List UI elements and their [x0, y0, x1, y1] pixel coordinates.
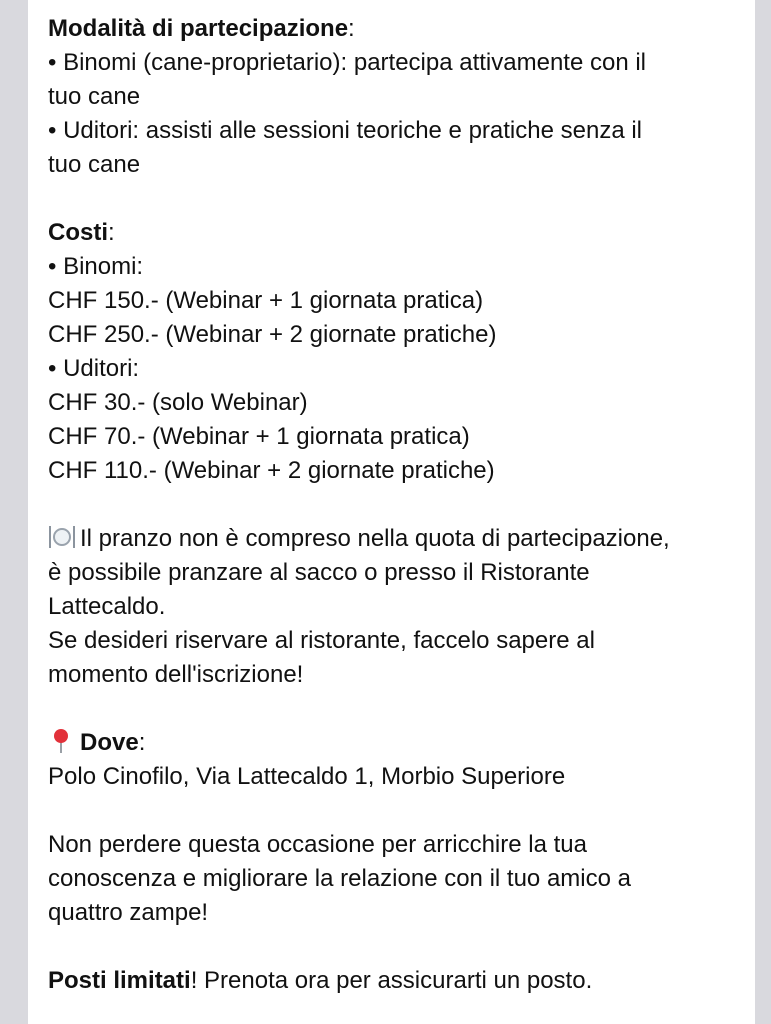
- paragraph-gap: [48, 930, 755, 964]
- costi-heading: Costi: [48, 219, 108, 246]
- closing-line: quattro zampe!: [48, 899, 209, 926]
- modalita-line: • Binomi (cane-proprietario): partecipa attivamente con il: [48, 49, 647, 76]
- heading-colon: :: [348, 15, 355, 42]
- posti-line: [48, 964, 755, 998]
- dove-heading: Dove: [80, 729, 139, 756]
- round-pushpin-icon: [48, 727, 76, 755]
- plate-fork-knife-icon: [48, 523, 76, 551]
- pranzo-line: Se desideri riservare al ristorante, faccelo sapere al: [48, 627, 595, 654]
- paragraph-gap: [48, 488, 755, 522]
- costi-line: CHF 150.- (Webinar + 1 giornata pratica): [48, 287, 484, 314]
- costi-line: CHF 70.- (Webinar + 1 giornata pratica): [48, 423, 470, 450]
- dove-heading-line: [48, 726, 755, 760]
- paragraph-gap: [48, 692, 755, 726]
- modalita-line: tuo cane: [48, 151, 141, 178]
- paragraph-gap: [48, 794, 755, 828]
- posti-heading: Posti limitati: [48, 967, 191, 994]
- posti-text: ! Prenota ora per assicurarti un posto.: [190, 967, 593, 994]
- modalita-line: tuo cane: [48, 83, 141, 110]
- costi-line: • Binomi:: [48, 253, 144, 280]
- paragraph-gap: [48, 182, 755, 216]
- pranzo-line: è possibile pranzare al sacco o presso il Ristorante: [48, 559, 590, 586]
- modalita-heading: Modalità di partecipazione: [48, 15, 349, 42]
- costi-line: CHF 110.- (Webinar + 2 giornate pratiche): [48, 457, 495, 484]
- costi-line: • Uditori:: [48, 355, 140, 382]
- pranzo-text: Il pranzo non è compreso nella quota di partecipazione,: [80, 525, 670, 552]
- heading-colon: :: [138, 729, 146, 756]
- closing-line: Non perdere questa occasione per arricchire la tua: [48, 831, 587, 858]
- heading-colon: :: [108, 219, 115, 246]
- costi-line: CHF 250.- (Webinar + 2 giornate pratiche): [48, 321, 497, 348]
- message-bubble: [28, 0, 755, 1024]
- pranzo-line: Lattecaldo.: [48, 593, 166, 620]
- costi-line: CHF 30.- (solo Webinar): [48, 389, 308, 416]
- modalita-line: • Uditori: assisti alle sessioni teoriche e pratiche senza il: [48, 117, 642, 144]
- costi-heading-line: [48, 216, 755, 250]
- closing-line: conoscenza e migliorare la relazione con il tuo amico a: [48, 865, 631, 892]
- pranzo-line: [48, 522, 755, 556]
- dove-address: Polo Cinofilo, Via Lattecaldo 1, Morbio Superiore: [48, 763, 566, 790]
- modalita-heading-line: [48, 12, 755, 46]
- pranzo-line: momento dell'iscrizione!: [48, 661, 304, 688]
